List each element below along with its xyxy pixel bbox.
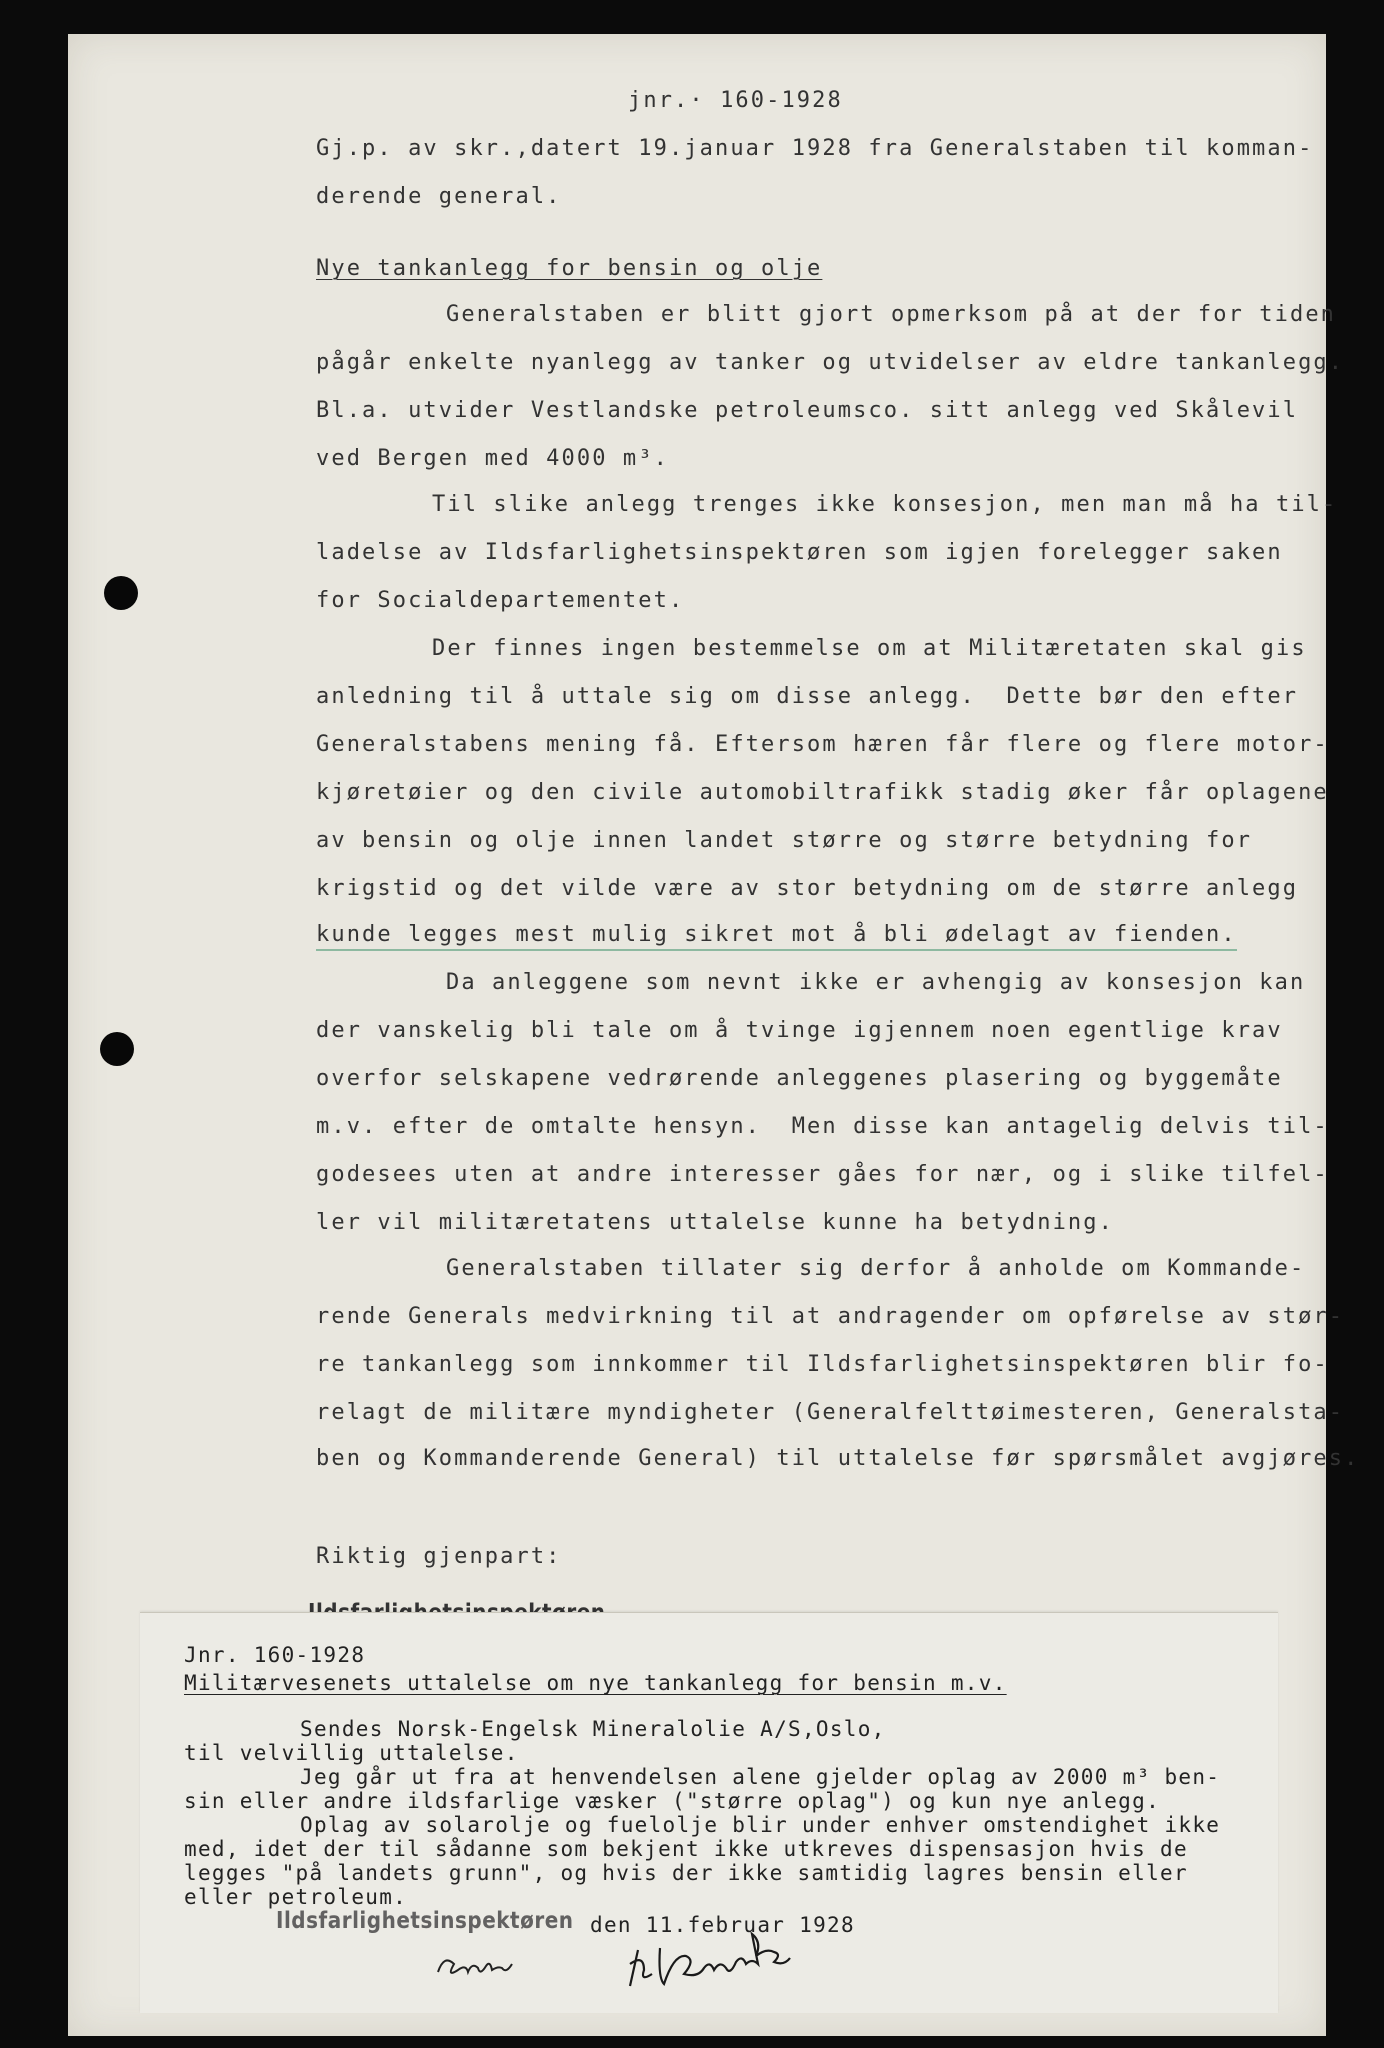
text-line: Gj.p. av skr.,datert 19.januar 1928 fra Generalstaben til komman- [316,136,1314,161]
text-line: Generalstaben tillater sig derfor å anholde om Kommande- [446,1256,1306,1281]
text-line: kjøretøier og den civile automobiltrafikk stadig øker får oplagene [316,780,1329,805]
slip-text-line: Jeg går ut fra at henvendelsen alene gjelder oplag av 2000 m³ ben- [300,1765,1221,1789]
slip-inspector-stamp: Ildsfarlighetsinspektøren [276,1906,574,1934]
slip-text-line: Sendes Norsk-Engelsk Mineralolie A/S,Oslo, [300,1717,886,1741]
certified-copy-label: Riktig gjenpart: [316,1544,562,1569]
text-line: godesees uten at andre interesser gåes for nær, og i slike tilfel- [316,1162,1329,1187]
text-line: overfor selskapene vedrørende anleggenes plasering og byggemåte [316,1066,1283,1091]
slip-text-line: sin eller andre ildsfarlige væsker ("større oplag") og kun nye anlegg. [184,1789,1161,1813]
slip-journal-number: Jnr. 160-1928 [184,1643,366,1667]
text-line: ved Bergen med 4000 m³. [316,446,669,471]
slip-text-line: til velvillig uttalelse. [184,1741,519,1765]
text-line: krigstid og det vilde være av stor betydning om de større anlegg [316,876,1299,901]
text-line: derende general. [316,184,562,209]
section-heading: Nye tankanlegg for bensin og olje [316,256,823,281]
text-line: Generalstaben er blitt gjort opmerksom på at der for tiden [446,302,1337,327]
slip-text-line: legges "på landets grunn", og hvis der ikke samtidig lagres bensin eller [184,1861,1188,1885]
text-line: ler vil militæretatens uttalelse kunne ha betydning. [316,1210,1114,1235]
slip-text-line: eller petroleum. [184,1885,408,1909]
text-line: ladelse av Ildsfarlighetsinspektøren som igjen forelegger saken [316,540,1283,565]
text-line: Da anleggene som nevnt ikke er avhengig av konsesjon kan [446,970,1306,995]
text-line: m.v. efter de omtalte hensyn. Men disse kan antagelig delvis til- [316,1114,1329,1139]
text-line: for Socialdepartementet. [316,588,685,613]
slip-text-line: med, idet der til sådanne som bekjent ikke utkreves dispensasjon hvis de [184,1837,1188,1861]
text-line: der vanskelig bli tale om å tvinge igjennem noen egentlige krav [316,1018,1283,1043]
slip-heading: Militærvesenets uttalelse om nye tankanlegg for bensin m.v. [184,1671,1007,1695]
text-line: av bensin og olje innen landet større og større betydning for [316,828,1253,853]
text-line: re tankanlegg som innkommer til Ildsfarlighetsinspektøren blir fo- [316,1352,1329,1377]
text-line-underlined: kunde legges mest mulig sikret mot å bli ødelagt av fienden. [316,922,1237,951]
text-line: rende Generals medvirkning til at andragender om opførelse av stør- [316,1304,1345,1329]
slip-text-line: Oplag av solarolje og fuelolje blir under enhver omstendighet ikke [300,1813,1221,1837]
punch-hole [100,1032,134,1066]
journal-number: jnr.· 160-1928 [628,88,843,113]
punch-hole [104,576,138,610]
text-line: relagt de militære myndigheter (Generalfelttøimesteren, Generalsta- [316,1400,1345,1425]
text-line: Generalstabens mening få. Eftersom hæren får flere og flere motor- [316,732,1329,757]
text-line: ben og Kommanderende General) til uttalelse før spørsmålet avgjøres. [316,1446,1360,1471]
text-line: anledning til å uttale sig om disse anlegg. Dette bør den efter [316,684,1299,709]
text-line: Bl.a. utvider Vestlandske petroleumsco. sitt anlegg ved Skålevil [316,398,1299,423]
text-line: Til slike anlegg trenges ikke konsesjon, men man må ha til- [432,492,1338,517]
slip-date: den 11.februar 1928 [590,1913,855,1937]
text-line: Der finnes ingen bestemmelse om at Militæretaten skal gis [432,636,1307,661]
handwritten-signature [430,1930,910,2000]
text-line: pågår enkelte nyanlegg av tanker og utvidelser av eldre tankanlegg. [316,350,1345,375]
